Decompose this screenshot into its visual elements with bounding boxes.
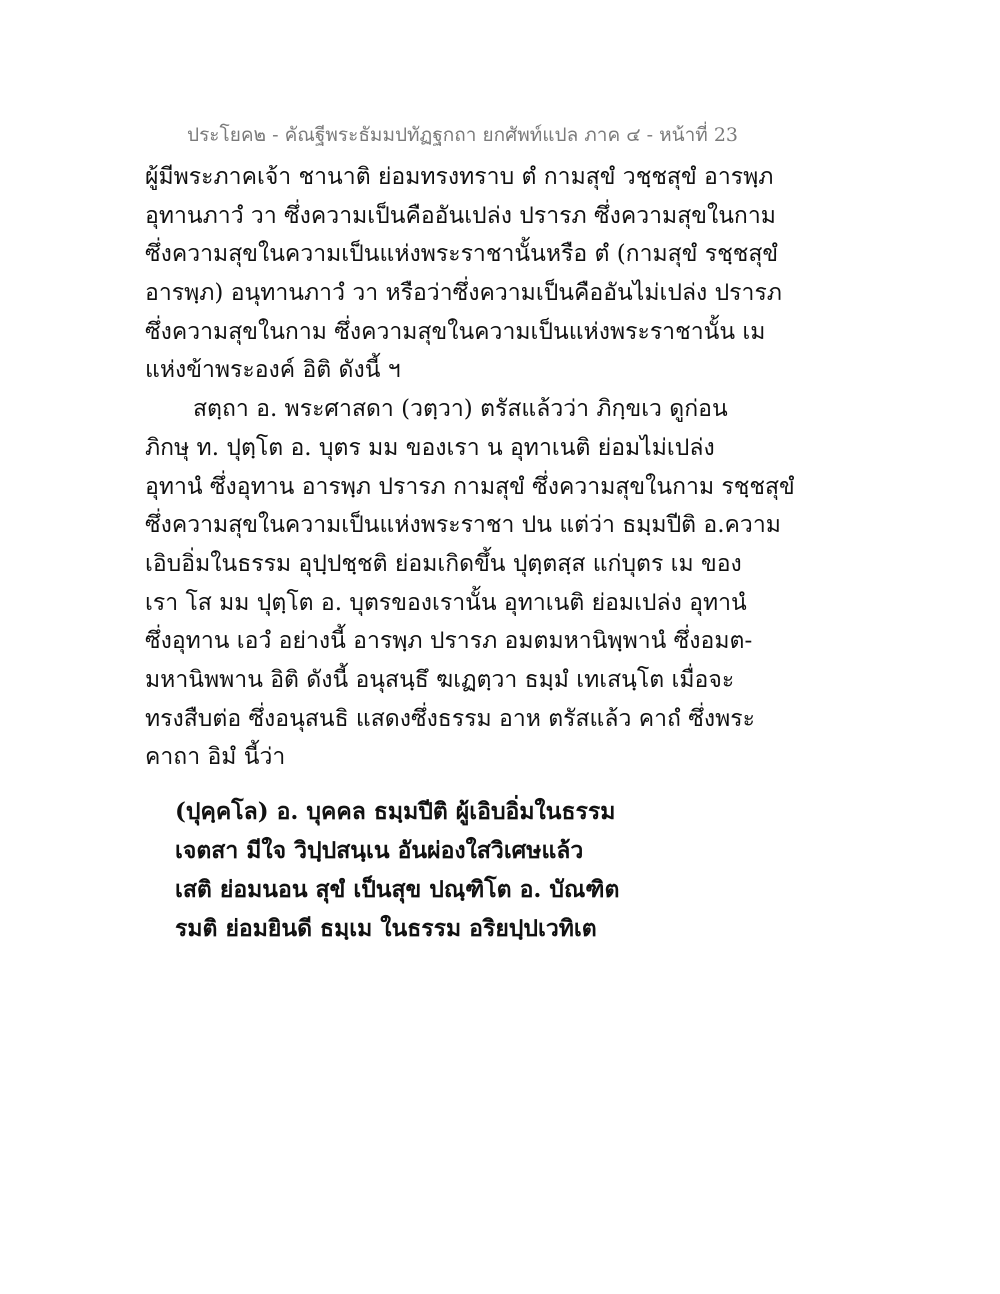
text-line: ภิกษุ ท. ปุตฺโต อ. บุตร มม ของเรา น อุทาเนติ ย่อมไม่เปล่ง [145, 434, 715, 461]
paragraph-2 [145, 390, 865, 777]
text-line: สตฺถา อ. พระศาสดา (วตฺวา) ตรัสแล้วว่า ภิกฺขเว ดูก่อน [193, 396, 728, 423]
text-line: อารพฺภ) อนุทานภาวํ วา หรือว่าซึ่งความเป็นคืออันไม่เปล่ง ปรารภ [145, 280, 782, 307]
text-line: มหานิพพาน อิติ ดังนี้ อนุสนฺธึ ฆเฏตฺวา ธมฺมํ เทเสนฺโต เมื่อจะ [145, 666, 735, 693]
verse-block [175, 792, 775, 948]
text-line: ทรงสืบต่อ ซึ่งอนุสนธิ แสดงซึ่งธรรม อาห ตรัสแล้ว คาถํ ซึ่งพระ [145, 705, 755, 732]
verse-line: (ปุคฺคโล) อ. บุคคล ธมฺมปีติ ผู้เอิบอิ่มในธรรม [175, 798, 616, 825]
text-line: คาถา อิมํ นี้ว่า [145, 744, 286, 771]
text-line: เรา โส มม ปุตฺโต อ. บุตรของเรานั้น อุทาเนติ ย่อมเปล่ง อุทานํ [145, 589, 747, 616]
text-line: ซึ่งความสุขในกาม ซึ่งความสุขในความเป็นแห่งพระราชานั้น เม [145, 318, 766, 345]
text-line: ผู้มีพระภาคเจ้า ชานาติ ย่อมทรงทราบ ตํ กามสุขํ วชฺชสุขํ อารพฺภ [145, 164, 774, 190]
text-line: ซึ่งความสุขในความเป็นแห่งพระราชา ปน แต่ว่า ธมฺมปีติ อ.ความ [145, 512, 781, 539]
text-line: ซึ่งอุทาน เอวํ อย่างนี้ อารพฺภ ปรารภ อมตมหานิพฺพานํ ซึ่งอมต- [145, 628, 753, 655]
paragraph-1 [145, 158, 865, 390]
verse-line: เสติ ย่อมนอน สุขํ เป็นสุข ปณฺฑิโต อ. บัณฑิต [175, 876, 620, 903]
text-line: แห่งข้าพระองค์ อิติ ดังนี้ ฯ [145, 357, 401, 384]
text-line: อุทานภาวํ วา ซึ่งความเป็นคืออันเปล่ง ปรารภ ซึ่งความสุขในกาม [145, 202, 776, 229]
text-line: ซึ่งความสุขในความเป็นแห่งพระราชานั้นหรือ ตํ (กามสุขํ รชฺชสุขํ [145, 241, 779, 268]
verse-line: รมติ ย่อมยินดี ธมฺเม ในธรรม อริยปฺปเวทิเต [175, 915, 597, 942]
text-line: เอิบอิ่มในธรรม อุปฺปชฺชติ ย่อมเกิดขึ้น ปุตฺตสฺส แก่บุตร เม ของ [145, 550, 742, 577]
text-line: อุทานํ ซึ่งอุทาน อารพฺภ ปรารภ กามสุขํ ซึ่งความสุขในกาม รชฺชสุขํ [145, 473, 795, 500]
page-header: ประโยค๒ - คัณฐีพระธัมมปทัฏฐกถา ยกศัพท์แปล ภาค ๔ - หน้าที่ 23 [187, 124, 738, 146]
verse-line: เจตสา มีใจ วิปฺปสนฺเน อันผ่องใสวิเศษแล้ว [175, 837, 584, 864]
body-text [145, 158, 865, 777]
